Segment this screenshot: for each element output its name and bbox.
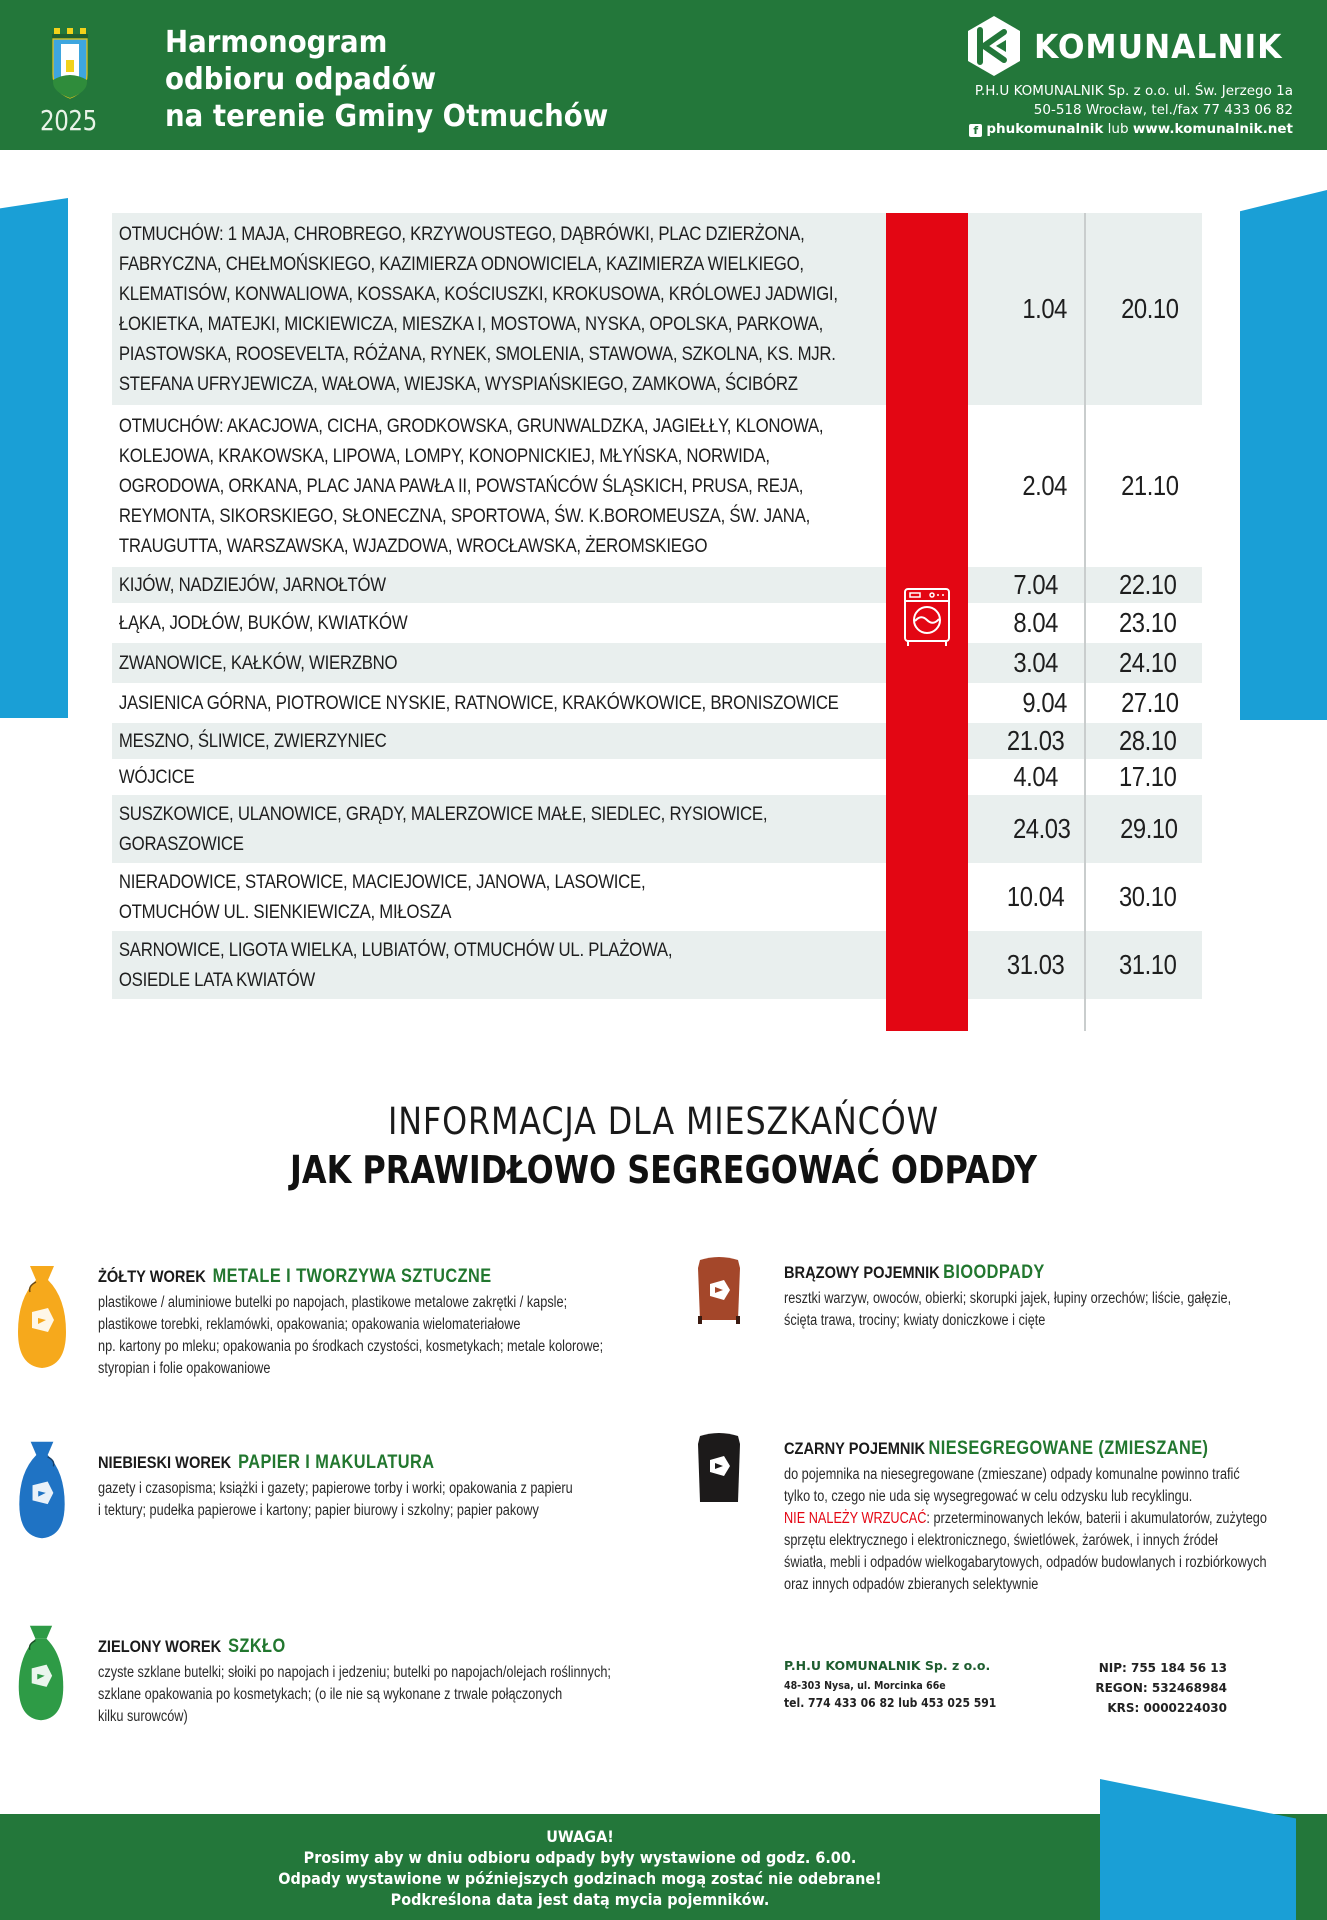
collection-date-autumn: 17.10 <box>1118 761 1177 792</box>
collection-date-spring: 9.04 <box>1022 687 1068 718</box>
waste-heading <box>784 1262 1045 1284</box>
company-web-line <box>969 120 1293 139</box>
area-line: WÓJCICE <box>118 766 195 788</box>
area-line: KOLEJOWA, KRAKOWSKA, LIPOWA, LOMPY, KONOPNICKIEJ, MŁYŃSKA, NORWIDA, <box>118 445 770 467</box>
collection-date-spring: 24.03 <box>1013 813 1071 844</box>
company-address: 48-303 Nysa, ul. Morcinka 66e <box>784 1679 946 1692</box>
description-line: styropian i folie opakowaniowe <box>98 1360 271 1377</box>
company-phone-line: 50-518 Wrocław, tel./fax 77 433 06 82 <box>1033 102 1293 118</box>
schedule-row <box>112 723 1202 759</box>
brown-bin-icon <box>694 1256 744 1326</box>
collection-date-autumn: 27.10 <box>1121 687 1179 718</box>
schedule-row <box>112 643 1202 683</box>
description-line: i tektury; pudełka papierowe i kartony; papier biurowy i szkolny; papier pakowy <box>98 1502 539 1519</box>
facebook-handle[interactable]: phukomunalnik <box>986 121 1104 137</box>
waste-heading <box>98 1266 492 1288</box>
area-line: SARNOWICE, LIGOTA WIELKA, LUBIATÓW, OTMUCHÓW UL. PLAŻOWA, <box>118 939 673 961</box>
collection-schedule-table <box>112 213 1202 999</box>
decorative-blue-shape-right <box>1240 190 1327 720</box>
company-contact <box>969 82 1293 139</box>
title-line: na terenie Gminy Otmuchów <box>165 99 609 134</box>
collection-date-spring: 10.04 <box>1007 881 1065 912</box>
area-line: PIASTOWSKA, ROOSEVELTA, RÓŻANA, RYNEK, SMOLENIA, STAWOWA, SZKOLNA, KS. MJR. <box>118 343 836 365</box>
collection-areas <box>112 608 757 638</box>
waste-description <box>784 1288 1231 1332</box>
description-line: szklane opakowania po kosmetykach; (o ile nie są wykonane z trwale połączonych <box>98 1686 563 1703</box>
schedule-row <box>112 863 1202 931</box>
schedule-row <box>112 759 1202 795</box>
collection-date-spring: 21.03 <box>1007 725 1065 756</box>
area-line: KIJÓW, NADZIEJÓW, JARNOŁTÓW <box>118 574 386 596</box>
area-line: ZWANOWICE, KAŁKÓW, WIERZBNO <box>118 652 398 674</box>
company-name: P.H.U KOMUNALNIK Sp. z o.o. <box>784 1658 991 1673</box>
or-text: lub <box>1103 121 1133 137</box>
town-crest-icon <box>52 28 88 100</box>
area-line: OTMUCHÓW: AKACJOWA, CICHA, GRODKOWSKA, GRUNWALDZKA, JAGIEŁŁY, KLONOWA, <box>118 415 824 437</box>
yellow-bag-icon <box>12 1262 72 1372</box>
info-heading: INFORMACJA DLA MIESZKAŃCÓW <box>388 1100 939 1143</box>
collection-areas <box>112 570 757 600</box>
krs-number: KRS: 0000224030 <box>1107 1701 1227 1715</box>
notice-line: Podkreślona data jest datą mycia pojemników. <box>390 1890 770 1909</box>
area-line: FABRYCZNA, CHEŁMOŃSKIEGO, KAZIMIERZA ODNOWICIELA, KAZIMIERZA WIELKIEGO, <box>118 253 804 275</box>
collection-areas <box>112 799 767 859</box>
waste-description <box>98 1292 603 1380</box>
area-line: NIERADOWICE, STAROWICE, MACIEJOWICE, JANOWA, LASOWICE, <box>118 871 646 893</box>
area-line: MESZNO, ŚLIWICE, ZWIERZYNIEC <box>118 730 387 752</box>
date-column-divider <box>1084 213 1086 1031</box>
info-subheading: JAK PRAWIDŁOWO SEGREGOWAĆ ODPADY <box>289 1148 1038 1192</box>
waste-brown-bin <box>694 1256 1314 1356</box>
collection-date-spring: 1.04 <box>1022 293 1068 324</box>
header-banner <box>0 0 1327 150</box>
schedule-row <box>112 213 1202 405</box>
collection-areas <box>112 935 757 995</box>
schedule-row <box>112 567 1202 603</box>
collection-areas <box>112 219 838 399</box>
container-label: ZIELONY WOREK <box>98 1637 222 1656</box>
waste-description <box>98 1662 611 1728</box>
area-line: OTMUCHÓW UL. SIENKIEWICZA, MIŁOSZA <box>118 901 452 923</box>
area-line: KLEMATISÓW, KONWALIOWA, KOSSAKA, KOŚCIUSZKI, KROKUSOWA, KRÓLOWEJ JADWIGI, <box>118 283 838 305</box>
waste-blue-bag <box>12 1438 672 1538</box>
waste-description <box>784 1464 1267 1596</box>
container-label: BRĄZOWY POJEMNIK <box>784 1263 940 1282</box>
description-line: plastikowe torebki, reklamówki, opakowania; opakowania wielomateriałowe <box>98 1316 521 1333</box>
collection-date-spring: 4.04 <box>1013 761 1059 792</box>
collection-date-autumn: 31.10 <box>1118 949 1177 980</box>
company-phone: tel. 774 433 06 82 lub 453 025 591 <box>784 1696 997 1710</box>
company-footer <box>784 1658 1020 1710</box>
area-line: GORASZOWICE <box>118 833 244 855</box>
waste-yellow-bag <box>12 1262 672 1392</box>
blue-bag-icon <box>12 1438 72 1542</box>
notice-line: Prosimy aby w dniu odbioru odpady były wystawione od godz. 6.00. <box>303 1848 857 1867</box>
notice-text <box>58 1826 1102 1910</box>
collection-date-autumn: 21.10 <box>1121 470 1179 501</box>
collection-date-spring: 8.04 <box>1013 607 1059 638</box>
washing-machine-icon <box>902 586 952 648</box>
description-line: : przeterminowanych leków, baterii i akumulatorów, zużytego <box>926 1510 1267 1527</box>
waste-heading <box>98 1452 434 1474</box>
schedule-row <box>112 795 1202 863</box>
area-line: JASIENICA GÓRNA, PIOTROWICE NYSKIE, RATNOWICE, KRAKÓWKOWICE, BRONISZOWICE <box>118 692 839 714</box>
container-label: CZARNY POJEMNIK <box>784 1439 926 1458</box>
collection-areas <box>112 726 757 756</box>
area-line: STEFANA UFRYJEWICZA, WAŁOWA, WIEJSKA, WYSPIAŃSKIEGO, ZAMKOWA, ŚCIBÓRZ <box>118 373 798 395</box>
bulky-waste-column-marker <box>886 213 968 1031</box>
company-address-line: P.H.U KOMUNALNIK Sp. z o.o. ul. Św. Jerzego 1a <box>974 83 1293 99</box>
notice-line: Odpady wystawione w późniejszych godzinach mogą zostać nie odebrane! <box>278 1869 882 1888</box>
collection-date-spring: 2.04 <box>1022 470 1068 501</box>
nip-number: NIP: 755 184 56 13 <box>1098 1661 1227 1675</box>
title-line: odbioru odpadów <box>165 62 437 97</box>
collection-date-autumn: 23.10 <box>1118 607 1177 638</box>
description-line: do pojemnika na niesegregowane (zmieszane) odpady komunalne powinno trafić <box>784 1466 1240 1483</box>
category-label: SZKŁO <box>228 1636 286 1657</box>
collection-areas <box>112 411 824 561</box>
collection-date-spring: 31.03 <box>1007 949 1065 980</box>
collection-date-autumn: 22.10 <box>1118 569 1177 600</box>
description-line: resztki warzyw, owoców, obierki; skorupki jajek, łupiny orzechów; liście, gałęzie, <box>784 1290 1232 1307</box>
waste-green-bag <box>12 1622 692 1732</box>
schedule-row <box>112 683 1202 723</box>
brand-name: KOMUNALNIK <box>1033 26 1282 66</box>
description-line: plastikowe / aluminiowe butelki po napojach, plastikowe metalowe zakrętki / kapsle; <box>98 1294 568 1311</box>
black-bin-icon <box>694 1432 744 1506</box>
area-line: OSIEDLE LATA KWIATÓW <box>118 969 316 991</box>
description-line: tylko to, czego nie uda się wysegregować w celu odzysku lub recyklingu. <box>784 1488 1193 1505</box>
category-label: METALE I TWORZYWA SZTUCZNE <box>212 1266 492 1287</box>
area-line: OGRODOWA, ORKANA, PLAC JANA PAWŁA II, POWSTAŃCÓW ŚLĄSKICH, PRUSA, REJA, <box>118 475 804 497</box>
schedule-row <box>112 931 1202 999</box>
category-label: NIESEGREGOWANE (ZMIESZANE) <box>928 1438 1209 1459</box>
title-line: Harmonogram <box>165 25 388 60</box>
area-line: REYMONTA, SIKORSKIEGO, SŁONECZNA, SPORTOWA, ŚW. K.BOROMEUSZA, ŚW. JANA, <box>118 505 810 527</box>
category-label: PAPIER I MAKULATURA <box>238 1452 435 1473</box>
website-link[interactable]: www.komunalnik.net <box>1132 121 1293 137</box>
decorative-blue-shape-left <box>0 198 68 718</box>
regon-number: REGON: 532468984 <box>1095 1681 1227 1695</box>
collection-date-autumn: 24.10 <box>1118 647 1177 678</box>
company-registration-ids <box>1095 1658 1227 1718</box>
area-line: ŁOKIETKA, MATEJKI, MICKIEWICZA, MIESZKA I, MOSTOWA, NYSKA, OPOLSKA, PARKOWA, <box>118 313 824 335</box>
waste-heading <box>784 1438 1208 1460</box>
schedule-row <box>112 405 1202 567</box>
collection-date-autumn: 30.10 <box>1118 881 1177 912</box>
area-line: SUSZKOWICE, ULANOWICE, GRĄDY, MALERZOWICE MAŁE, SIEDLEC, RYSIOWICE, <box>118 803 768 825</box>
area-line: ŁĄKA, JODŁÓW, BUKÓW, KWIATKÓW <box>118 612 408 634</box>
container-label: ŻÓŁTY WOREK <box>98 1267 206 1286</box>
area-line: OTMUCHÓW: 1 MAJA, CHROBREGO, KRZYWOUSTEGO, DĄBRÓWKI, PLAC DZIERŻONA, <box>118 223 805 245</box>
area-line: TRAUGUTTA, WARSZAWSKA, WJAZDOWA, WROCŁAWSKA, ŻEROMSKIEGO <box>118 535 708 557</box>
waste-black-bin <box>694 1432 1324 1612</box>
collection-date-spring: 7.04 <box>1013 569 1059 600</box>
collection-areas <box>112 648 757 678</box>
description-line: ścięta trawa, trociny; kwiaty doniczkowe i cięte <box>784 1312 1046 1329</box>
collection-areas <box>112 762 757 792</box>
schedule-year: 2025 <box>40 104 97 137</box>
description-line: światła, mebli i odpadów wielkogabarytowych, odpadów budowlanych i rozbiórkowych <box>784 1554 1267 1571</box>
company-brand <box>962 14 1295 78</box>
page-title <box>165 24 608 135</box>
description-line: czyste szklane butelki; słoiki po napojach i jedzeniu; butelki po napojach/olejach roślinnych; <box>98 1664 611 1681</box>
collection-date-autumn: 20.10 <box>1121 293 1179 324</box>
category-label: BIOODPADY <box>943 1262 1045 1283</box>
collection-date-autumn: 29.10 <box>1120 813 1178 844</box>
description-line: gazety i czasopisma; książki i gazety; papierowe torby i worki; opakowania z papieru <box>98 1480 573 1497</box>
komunalnik-logo-icon <box>962 14 1026 78</box>
description-line: np. kartony po mleku; opakowania po środkach czystości, kosmetykach; metale kolorowe; <box>98 1338 604 1355</box>
warning-label: NIE NALEŻY WRZUCAĆ <box>784 1510 927 1527</box>
decorative-blue-shape-bottom <box>1100 1779 1296 1920</box>
description-line: sprzętu elektrycznego i elektronicznego, świetlówek, żarówek, i innych źródeł <box>784 1532 1218 1549</box>
facebook-icon: f <box>969 124 982 137</box>
green-bag-icon <box>12 1622 70 1724</box>
waste-heading <box>98 1636 286 1658</box>
collection-areas <box>112 688 839 718</box>
description-line: kilku surowców) <box>98 1708 188 1725</box>
collection-date-spring: 3.04 <box>1013 647 1059 678</box>
schedule-row <box>112 603 1202 643</box>
collection-date-autumn: 28.10 <box>1118 725 1177 756</box>
waste-description <box>98 1478 573 1522</box>
container-label: NIEBIESKI WOREK <box>98 1453 232 1472</box>
warning-line <box>784 1508 1267 1530</box>
collection-areas <box>112 867 757 927</box>
description-line: oraz innych odpadów zbieranych selektywnie <box>784 1576 1039 1593</box>
notice-heading: UWAGA! <box>546 1827 614 1846</box>
